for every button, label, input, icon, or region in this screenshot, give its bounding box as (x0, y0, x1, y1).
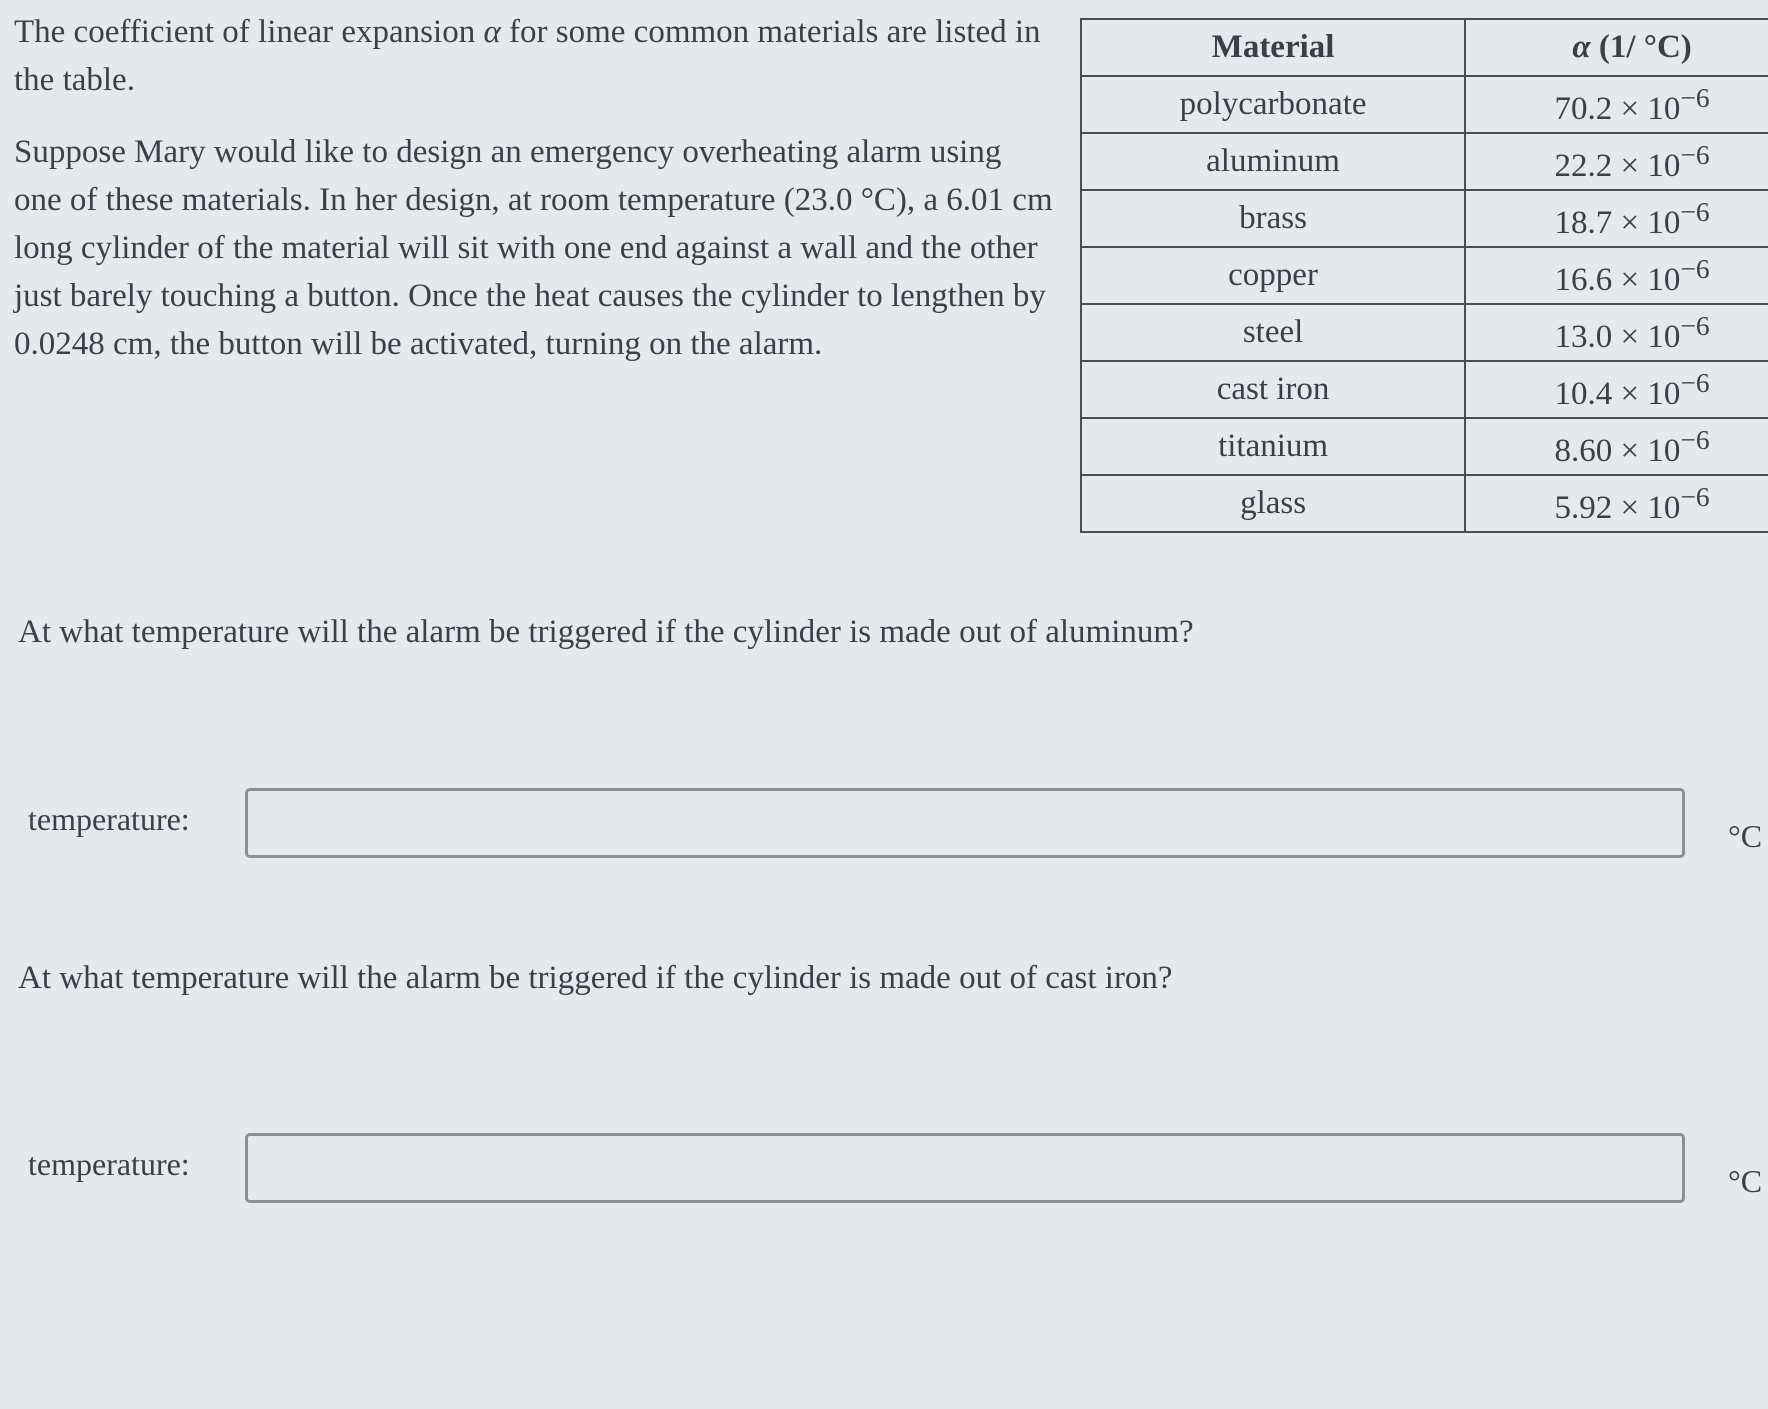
table-row (1081, 247, 1768, 304)
material-cell: brass (1081, 190, 1465, 247)
material-cell: copper (1081, 247, 1465, 304)
table-row (1081, 475, 1768, 532)
intro-paragraph-2: Suppose Mary would like to design an emergency overheating alarm using one of these materials. In her design, at room temperature (23.0 °C), a 6.01 cm long cylinder of the material will sit with one end against a wall and the other just barely touching a button. Once the heat causes the cylinder to lengthen by 0.0248 cm, the button will be activated, turning on the alarm. (14, 134, 1053, 362)
header-alpha-unit: (1/ °C) (1590, 29, 1692, 65)
alpha-coefficient: 16.6 (1554, 261, 1613, 298)
temperature-label-cast-iron: temperature: (28, 1146, 190, 1182)
alpha-coefficient: 10.4 (1554, 375, 1613, 412)
intro-p1-after: for some common materials are listed in the table. (14, 14, 1041, 98)
alpha-symbol: α (483, 14, 501, 50)
alpha-coefficient: 22.2 (1554, 147, 1613, 184)
times-ten: × 10 (1612, 489, 1681, 526)
alpha-value-cell (1465, 247, 1768, 304)
temperature-input-aluminum[interactable] (245, 788, 1685, 858)
table-row (1081, 76, 1768, 133)
times-ten: × 10 (1612, 90, 1681, 127)
times-ten: × 10 (1612, 375, 1681, 412)
alpha-value-cell (1465, 190, 1768, 247)
times-ten: × 10 (1612, 432, 1681, 469)
alpha-exponent: −6 (1680, 423, 1710, 455)
question-aluminum: At what temperature will the alarm be triggered if the cylinder is made out of aluminum? (18, 614, 1194, 650)
header-material: Material (1081, 19, 1465, 76)
alpha-value-cell (1465, 361, 1768, 418)
material-cell: cast iron (1081, 361, 1465, 418)
intro-paragraph-1 (14, 8, 1054, 104)
alpha-coefficient: 18.7 (1554, 204, 1613, 241)
expansion-coefficient-table (1080, 18, 1768, 533)
times-ten: × 10 (1612, 261, 1681, 298)
times-ten: × 10 (1612, 204, 1681, 241)
material-cell: aluminum (1081, 133, 1465, 190)
header-alpha-symbol: α (1572, 29, 1591, 65)
material-cell: glass (1081, 475, 1465, 532)
alpha-exponent: −6 (1680, 480, 1710, 512)
alpha-value-cell (1465, 418, 1768, 475)
table-row (1081, 133, 1768, 190)
alpha-value-cell (1465, 475, 1768, 532)
material-cell: titanium (1081, 418, 1465, 475)
times-ten: × 10 (1612, 147, 1681, 184)
table-body (1081, 76, 1768, 532)
alpha-exponent: −6 (1680, 138, 1710, 170)
alpha-coefficient: 70.2 (1554, 90, 1613, 127)
unit-label-cast-iron: °C (1728, 1163, 1763, 1199)
header-alpha (1465, 19, 1768, 76)
table-header-row (1081, 19, 1768, 76)
alpha-exponent: −6 (1680, 252, 1710, 284)
times-ten: × 10 (1612, 318, 1681, 355)
table-row (1081, 190, 1768, 247)
table-row (1081, 304, 1768, 361)
alpha-coefficient: 13.0 (1554, 318, 1613, 355)
alpha-coefficient: 8.60 (1554, 432, 1613, 469)
material-cell: polycarbonate (1081, 76, 1465, 133)
alpha-coefficient: 5.92 (1554, 489, 1613, 526)
table-row (1081, 361, 1768, 418)
alpha-exponent: −6 (1680, 81, 1710, 113)
table-row (1081, 418, 1768, 475)
alpha-value-cell (1465, 76, 1768, 133)
intro-p1-before: The coefficient of linear expansion (14, 14, 484, 50)
question-cast-iron: At what temperature will the alarm be triggered if the cylinder is made out of cast iron? (18, 960, 1173, 996)
alpha-exponent: −6 (1680, 195, 1710, 227)
alpha-exponent: −6 (1680, 309, 1710, 341)
temperature-input-cast-iron[interactable] (245, 1133, 1685, 1203)
alpha-value-cell (1465, 133, 1768, 190)
temperature-label-aluminum: temperature: (28, 801, 190, 837)
problem-intro (14, 8, 1054, 392)
alpha-value-cell (1465, 304, 1768, 361)
alpha-exponent: −6 (1680, 366, 1710, 398)
unit-label-aluminum: °C (1728, 818, 1763, 854)
material-cell: steel (1081, 304, 1465, 361)
